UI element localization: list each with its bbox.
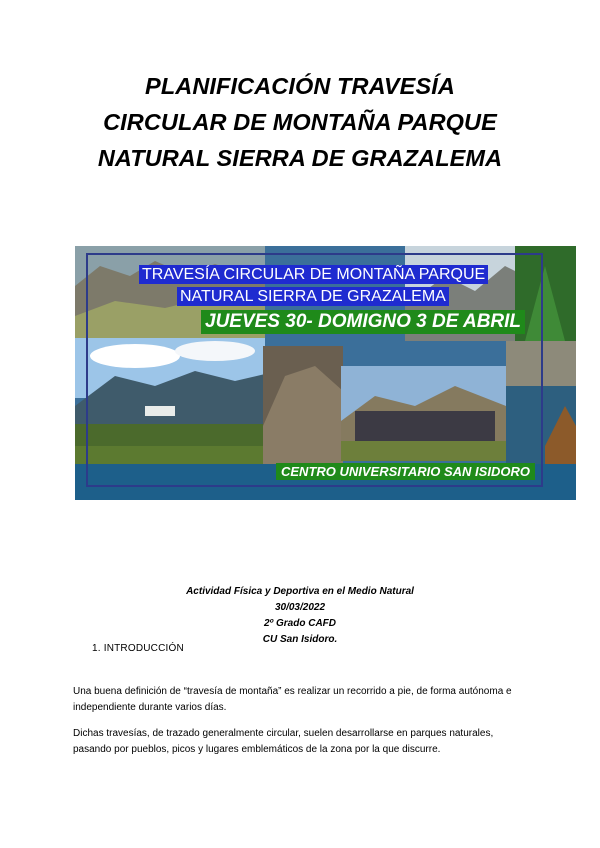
meta-subject: Actividad Física y Deportiva en el Medio Natural bbox=[186, 586, 414, 597]
document-title bbox=[40, 68, 560, 176]
title-line-3: NATURAL SIERRA DE GRAZALEMA bbox=[97, 145, 503, 171]
title-line-1: PLANIFICACIÓN TRAVESÍA bbox=[145, 73, 455, 99]
intro-paragraph-2: Dichas travesías, de trazado generalmente circular, suelen desarrollarse en parques naturales, pasando por pueblos, picos y lugares emblemáticos de la zona por la que discurre. bbox=[73, 728, 494, 755]
banner-title-line-2: NATURAL SIERRA DE GRAZALEMA bbox=[177, 287, 449, 306]
banner-institution: CENTRO UNIVERSITARIO SAN ISIDORO bbox=[276, 463, 535, 480]
meta-course: 2º Grado CAFD bbox=[264, 618, 336, 629]
section-heading: 1. INTRODUCCIÓN bbox=[92, 643, 184, 654]
banner-title-line-1: TRAVESÍA CIRCULAR DE MONTAÑA PARQUE bbox=[139, 265, 488, 284]
meta-school: CU San Isidoro. bbox=[262, 634, 338, 645]
document-meta bbox=[150, 584, 450, 648]
banner-photo-collage bbox=[75, 246, 576, 500]
banner-dates: JUEVES 30- DOMIGNO 3 DE ABRIL bbox=[201, 310, 525, 334]
cover-banner-image bbox=[75, 246, 576, 500]
title-line-2: CIRCULAR DE MONTAÑA PARQUE bbox=[103, 109, 497, 135]
intro-paragraph-1: Una buena definición de “travesía de montaña” es realizar un recorrido a pie, de forma autónoma e independiente durante varios días. bbox=[73, 686, 512, 713]
meta-date: 30/03/2022 bbox=[274, 602, 326, 613]
